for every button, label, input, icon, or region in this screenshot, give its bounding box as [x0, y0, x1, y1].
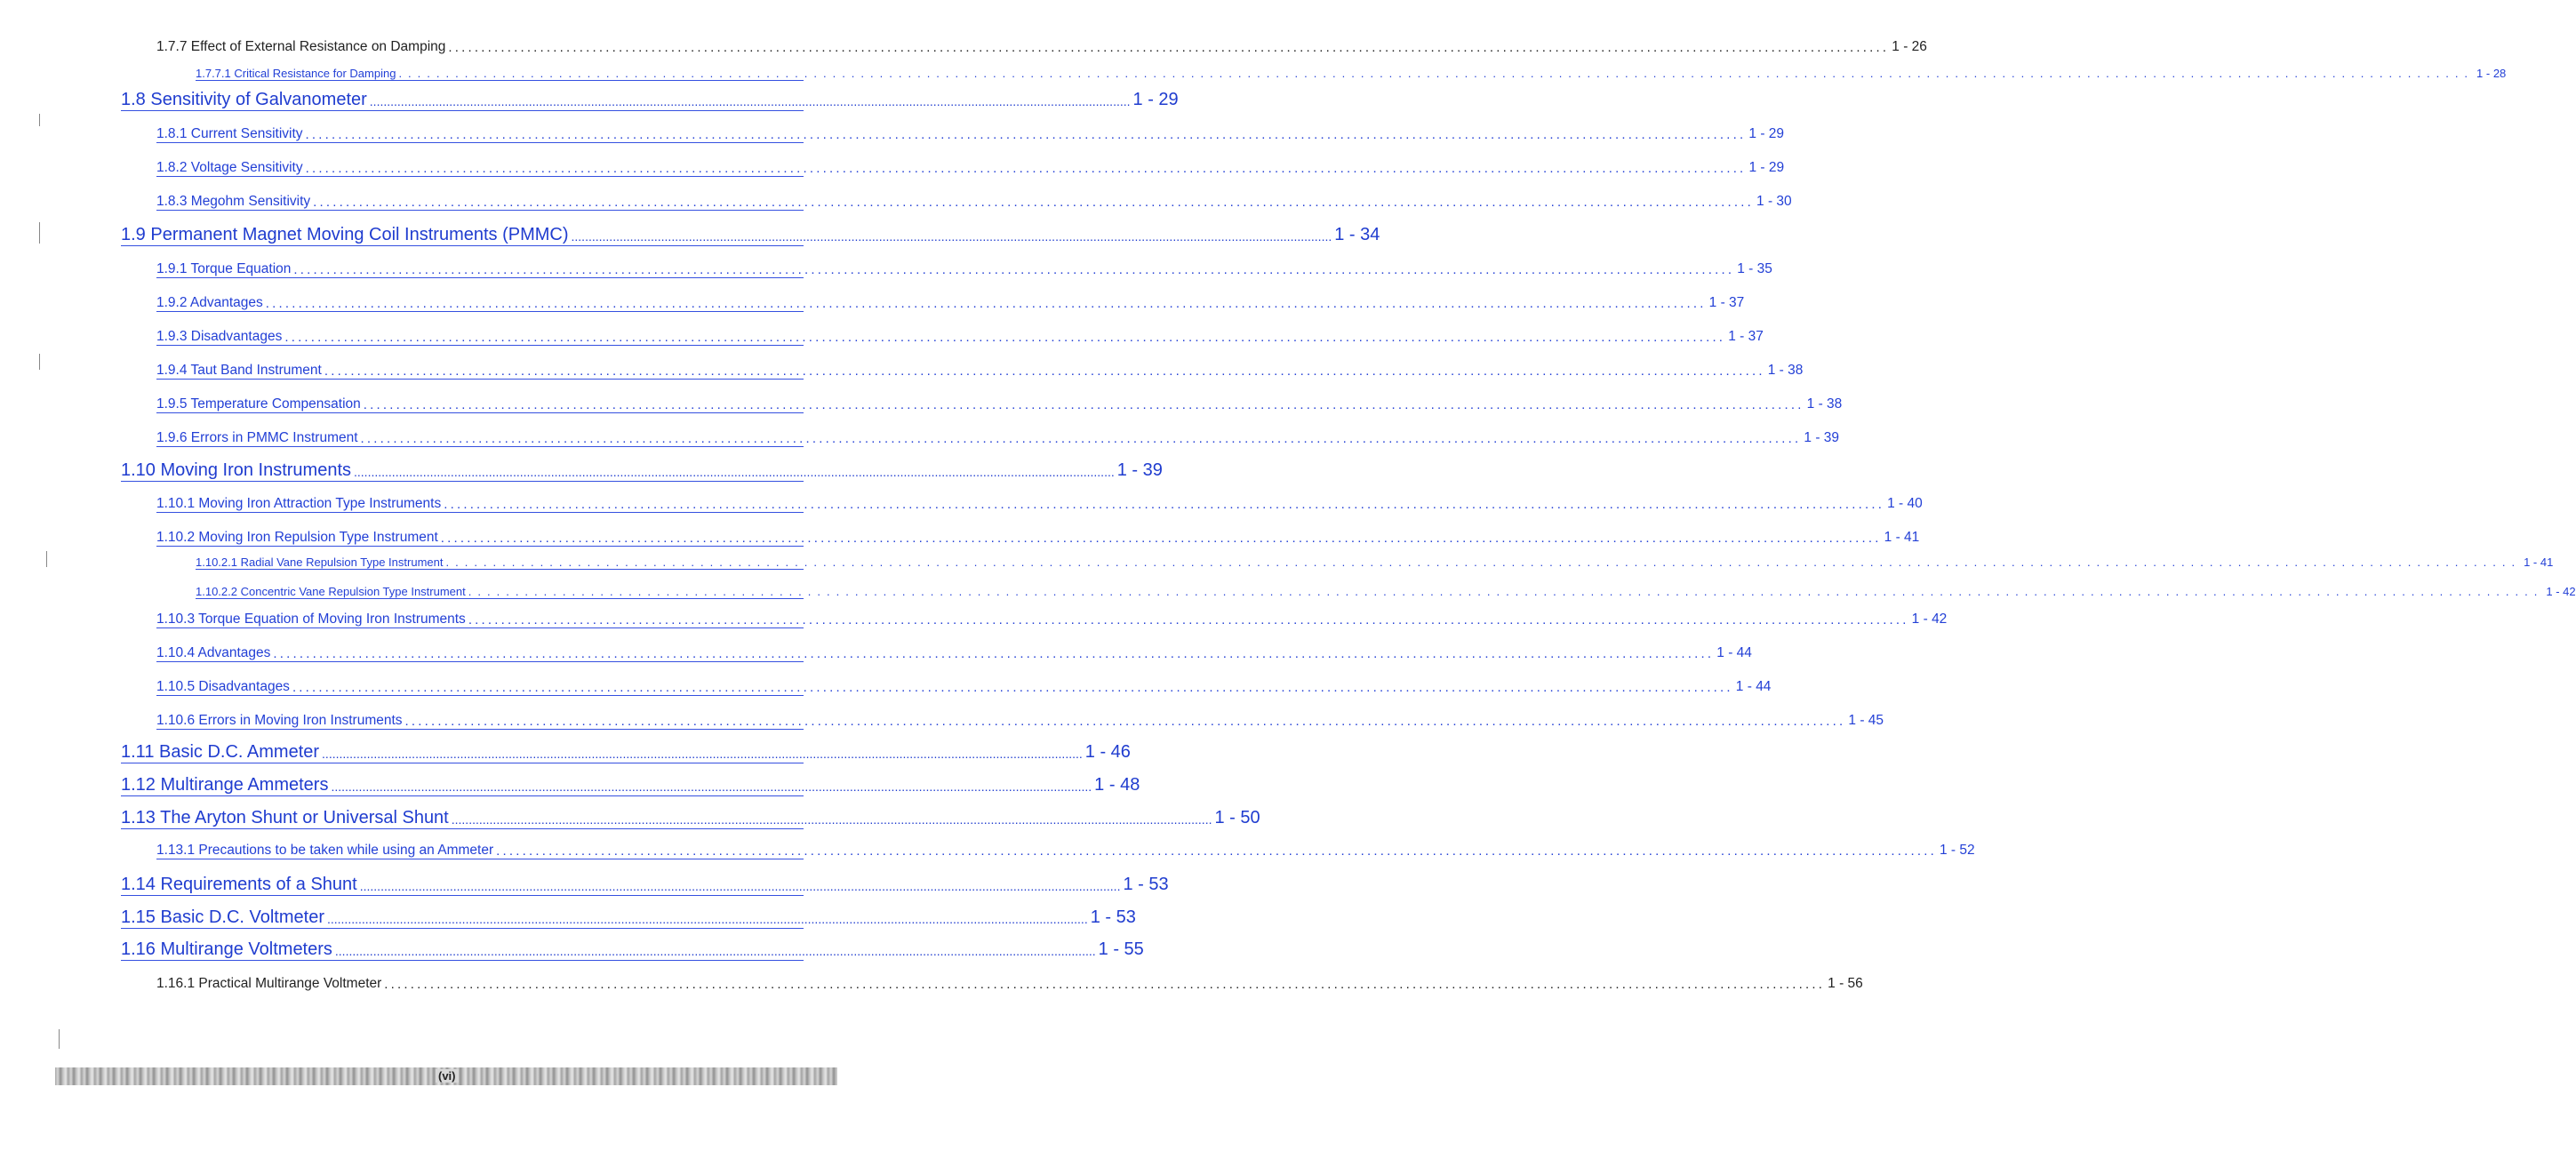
toc-entry-title: 1.10.2.1 Radial Vane Repulsion Type Instrument	[196, 556, 444, 569]
toc-entry-page: 1 - 53	[1123, 875, 1169, 894]
toc-subsection-link[interactable]	[156, 123, 1785, 143]
toc-entry-title: 1.11 Basic D.C. Ammeter	[121, 742, 320, 762]
toc-dot-leader: ............................................................................................................................................................................................................................	[322, 747, 1083, 761]
scan-mark	[46, 551, 47, 567]
toc-subsubsection-link[interactable]	[196, 64, 2507, 81]
toc-subsubsection-link[interactable]	[196, 582, 2576, 599]
scan-mark	[39, 354, 40, 370]
toc-entry-title: 1.7.7.1 Critical Resistance for Damping	[196, 67, 396, 80]
toc-entry-page: 1 - 40	[1887, 496, 1923, 511]
toc-dot-leader: ............................................................................................................................................................................................................................	[284, 330, 1726, 345]
toc-entry-title: 1.10.5 Disadvantages	[156, 679, 290, 694]
toc-dot-leader: ............................................................................................................................................................................................................................	[293, 262, 1735, 277]
toc-dot-leader: ............................................................................................................................................................................................................................	[326, 912, 1088, 926]
toc-dot-leader: ............................................................................................................................................................................................................................	[305, 161, 1747, 176]
toc-entry-page: 1 - 30	[1756, 194, 1792, 209]
toc-entry-title: 1.13.1 Precautions to be taken while using an Ammeter	[156, 843, 494, 858]
toc-subsection-link[interactable]	[156, 709, 1884, 730]
toc-dot-leader: ............................................................................................................................................................................................................................	[445, 556, 2522, 569]
toc-entry-page: 1 - 28	[2476, 67, 2507, 80]
toc-dot-leader: ............................................................................................................................................................................................................................	[359, 879, 1121, 893]
toc-entry-title: 1.8.1 Current Sensitivity	[156, 126, 303, 141]
toc-entry-title: 1.10.2 Moving Iron Repulsion Type Instrument	[156, 530, 438, 545]
toc-entry-title: 1.9.3 Disadvantages	[156, 329, 283, 344]
toc-entry-page: 1 - 48	[1094, 775, 1140, 795]
toc-subsection-link[interactable]	[156, 492, 1923, 513]
toc-section-link[interactable]	[121, 458, 1163, 482]
toc-subsection-link	[156, 972, 1863, 992]
toc-entry-page: 1 - 37	[1728, 329, 1764, 344]
toc-entry-page: 1 - 42	[2546, 585, 2576, 598]
toc-entry-title: 1.9.5 Temperature Compensation	[156, 396, 361, 412]
toc-subsection-link[interactable]	[156, 608, 1948, 628]
toc-dot-leader: ............................................................................................................................................................................................................................	[398, 67, 2475, 80]
toc-entry-title: 1.14 Requirements of a Shunt	[121, 875, 357, 894]
toc-subsection-link[interactable]	[156, 675, 1772, 696]
toc-entry-title: 1.9 Permanent Magnet Moving Coil Instruments (PMMC)	[121, 225, 569, 244]
toc-dot-leader: ............................................................................................................................................................................................................................	[313, 195, 1755, 210]
toc-entry-title: 1.7.7 Effect of External Resistance on Damping	[156, 39, 446, 54]
toc-entry-page: 1 - 38	[1806, 396, 1843, 412]
toc-dot-leader: ............................................................................................................................................................................................................................	[448, 40, 1890, 55]
toc-section-link[interactable]	[121, 772, 1140, 796]
page-number-label: (vi)	[436, 1069, 459, 1083]
toc-entry-page: 1 - 44	[1735, 679, 1772, 694]
toc-dot-leader: ............................................................................................................................................................................................................................	[404, 714, 1846, 729]
toc-dot-leader: ............................................................................................................................................................................................................................	[354, 465, 1115, 479]
toc-entry-page: 1 - 53	[1090, 907, 1136, 927]
toc-dot-leader: ............................................................................................................................................................................................................................	[273, 646, 1715, 661]
toc-dot-leader: ............................................................................................................................................................................................................................	[451, 812, 1212, 827]
scan-mark	[59, 1029, 60, 1049]
toc-dot-leader: ............................................................................................................................................................................................................................	[384, 977, 1826, 992]
toc-subsection-link[interactable]	[156, 156, 1785, 177]
toc-entry-page: 1 - 50	[1214, 808, 1260, 827]
toc-entry-page: 1 - 41	[2524, 556, 2554, 569]
toc-subsection-link[interactable]	[156, 393, 1843, 413]
toc-entry-page: 1 - 37	[1708, 295, 1745, 310]
toc-section-link[interactable]	[121, 87, 1179, 111]
toc-entry-page: 1 - 55	[1098, 939, 1144, 959]
toc-section-link[interactable]	[121, 937, 1144, 961]
toc-entry-title: 1.10.1 Moving Iron Attraction Type Instruments	[156, 496, 442, 511]
toc-entry-title: 1.10.3 Torque Equation of Moving Iron Instruments	[156, 611, 466, 627]
toc-entry-page: 1 - 34	[1334, 225, 1380, 244]
toc-dot-leader: ............................................................................................................................................................................................................................	[334, 944, 1096, 958]
toc-entry-page: 1 - 29	[1132, 90, 1179, 109]
toc-entry-title: 1.12 Multirange Ammeters	[121, 775, 329, 795]
toc-dot-leader: ............................................................................................................................................................................................................................	[305, 127, 1747, 142]
toc-entry-page: 1 - 56	[1828, 976, 1863, 991]
toc-subsection-link[interactable]	[156, 642, 1752, 662]
toc-subsection-link[interactable]	[156, 359, 1804, 380]
toc-dot-leader: ............................................................................................................................................................................................................................	[444, 497, 1885, 512]
toc-dot-leader: ............................................................................................................................................................................................................................	[331, 779, 1092, 794]
toc-entry-title: 1.10 Moving Iron Instruments	[121, 460, 352, 480]
toc-dot-leader: ............................................................................................................................................................................................................................	[363, 397, 1804, 412]
toc-subsection-link[interactable]	[156, 292, 1745, 312]
toc-dot-leader: ............................................................................................................................................................................................................................	[440, 531, 1882, 546]
scan-mark	[39, 222, 40, 244]
toc-entry-page: 1 - 41	[1884, 530, 1920, 545]
toc-subsection-link[interactable]	[156, 258, 1772, 278]
toc-dot-leader: ............................................................................................................................................................................................................................	[324, 364, 1765, 379]
toc-dot-leader: ............................................................................................................................................................................................................................	[369, 94, 1131, 108]
toc-entry-title: 1.9.4 Taut Band Instrument	[156, 363, 322, 378]
toc-entry-page: 1 - 52	[1939, 843, 1975, 858]
toc-dot-leader: ............................................................................................................................................................................................................................	[571, 229, 1332, 244]
toc-entry-title: 1.10.2.2 Concentric Vane Repulsion Type Instrument	[196, 585, 466, 598]
toc-entry-title: 1.10.4 Advantages	[156, 645, 271, 660]
toc-dot-leader: ............................................................................................................................................................................................................................	[360, 431, 1802, 446]
toc-entry-title: 1.8.3 Megohm Sensitivity	[156, 194, 311, 209]
toc-section-link[interactable]	[121, 739, 1131, 763]
toc-section-link[interactable]	[121, 222, 1380, 246]
toc-entry-page: 1 - 44	[1716, 645, 1752, 660]
toc-subsection-link[interactable]	[156, 190, 1792, 211]
toc-section-link[interactable]	[121, 805, 1260, 829]
toc-dot-leader: ............................................................................................................................................................................................................................	[265, 296, 1707, 311]
toc-entry-title: 1.8 Sensitivity of Galvanometer	[121, 90, 367, 109]
toc-entry-title: 1.8.2 Voltage Sensitivity	[156, 160, 303, 175]
toc-subsubsection-link[interactable]	[196, 553, 2554, 570]
toc-subsection-link[interactable]	[156, 427, 1840, 447]
toc-entry-title: 1.16 Multirange Voltmeters	[121, 939, 332, 959]
toc-entry-page: 1 - 45	[1848, 713, 1884, 728]
toc-entry-page: 1 - 39	[1804, 430, 1840, 445]
toc-entry-page: 1 - 42	[1911, 611, 1948, 627]
toc-entry-page: 1 - 39	[1116, 460, 1163, 480]
toc-entry-title: 1.15 Basic D.C. Voltmeter	[121, 907, 324, 927]
toc-entry-page: 1 - 29	[1748, 160, 1785, 175]
toc-entry-title: 1.16.1 Practical Multirange Voltmeter	[156, 976, 382, 991]
toc-dot-leader: ............................................................................................................................................................................................................................	[496, 843, 1937, 859]
toc-entry-title: 1.9.1 Torque Equation	[156, 261, 292, 276]
toc-subsection-link[interactable]	[156, 526, 1920, 547]
toc-entry-page: 1 - 46	[1084, 742, 1131, 762]
toc-entry-page: 1 - 29	[1748, 126, 1785, 141]
scan-mark	[39, 114, 40, 126]
toc-entry-title: 1.9.6 Errors in PMMC Instrument	[156, 430, 358, 445]
toc-entry-page: 1 - 35	[1737, 261, 1772, 276]
toc-entry-page: 1 - 38	[1767, 363, 1804, 378]
toc-section-link[interactable]	[121, 872, 1169, 896]
toc-entry-title: 1.13 The Aryton Shunt or Universal Shunt	[121, 808, 449, 827]
toc-section-link[interactable]	[121, 905, 1136, 929]
toc-dot-leader: ............................................................................................................................................................................................................................	[468, 585, 2544, 598]
toc-subsection-link[interactable]	[156, 325, 1764, 346]
toc-subsection-link[interactable]	[156, 839, 1975, 859]
toc-dot-leader: ............................................................................................................................................................................................................................	[468, 612, 1909, 627]
toc-dot-leader: ............................................................................................................................................................................................................................	[292, 680, 1733, 695]
toc-subsection-link	[156, 36, 1927, 55]
toc-entry-page: 1 - 26	[1892, 39, 1927, 54]
toc-entry-title: 1.9.2 Advantages	[156, 295, 263, 310]
toc-entry-title: 1.10.6 Errors in Moving Iron Instruments	[156, 713, 403, 728]
